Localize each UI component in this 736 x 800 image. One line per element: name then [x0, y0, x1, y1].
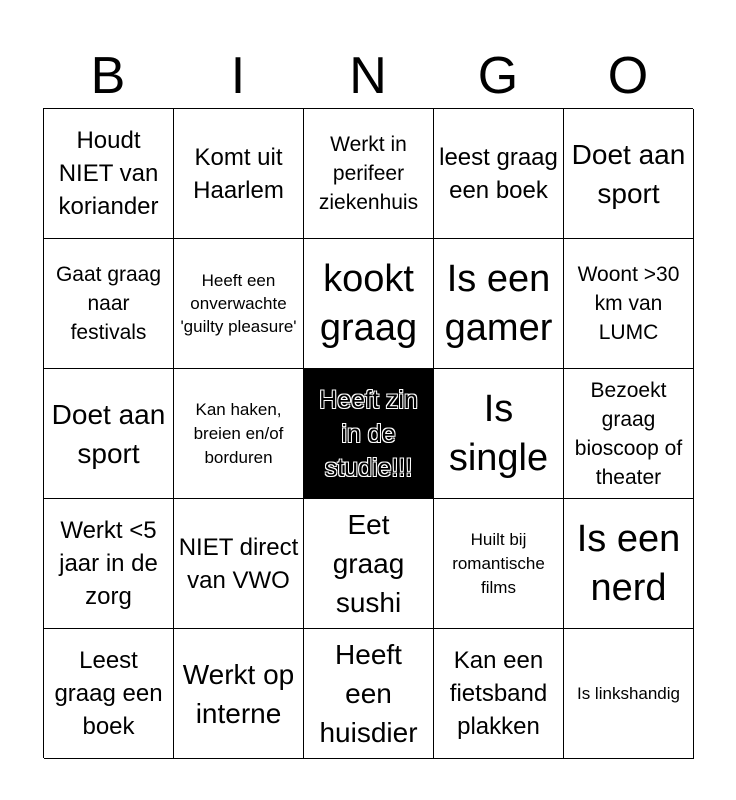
cell-text: Eet graag sushi: [332, 509, 405, 618]
bingo-cell[interactable]: [304, 109, 434, 239]
cell-text: Heeft een onverwachte 'guilty pleasure': [180, 271, 297, 336]
header-letter-i: I: [230, 47, 246, 105]
bingo-cell[interactable]: [44, 109, 174, 239]
bingo-cell[interactable]: [434, 629, 564, 759]
free-space-text: Heeft zin in de studie!!!: [319, 385, 418, 482]
bingo-cell[interactable]: [44, 629, 174, 759]
cell-text: Doet aan sport: [51, 398, 166, 469]
cell-text: Kan haken, breien en/of borduren: [193, 399, 284, 467]
cell-text: Is een nerd: [576, 517, 681, 609]
cell-text: Huilt bij romantische films: [452, 529, 545, 597]
bingo-cell[interactable]: [174, 369, 304, 499]
cell-text: Is een gamer: [444, 257, 553, 349]
cell-text: Heeft een huisdier: [319, 639, 418, 748]
bingo-cell[interactable]: [564, 499, 694, 629]
bingo-cell[interactable]: [434, 239, 564, 369]
cell-text: Houdt NIET van koriander: [58, 127, 159, 220]
bingo-cell[interactable]: [434, 499, 564, 629]
free-space-cell[interactable]: [304, 369, 434, 499]
cell-text: Is single: [448, 387, 549, 479]
cell-text: kookt graag: [319, 257, 418, 349]
cell-text: Komt uit Haarlem: [193, 143, 284, 204]
header-letter-o: O: [607, 47, 649, 105]
cell-text: Leest graag een boek: [54, 647, 163, 740]
bingo-cell[interactable]: [44, 239, 174, 369]
bingo-cell[interactable]: [564, 369, 694, 499]
bingo-cell[interactable]: [174, 629, 304, 759]
cell-text: Is linkshandig: [576, 683, 680, 703]
bingo-cell[interactable]: [44, 499, 174, 629]
bingo-grid: [43, 108, 693, 758]
bingo-cell[interactable]: [44, 369, 174, 499]
bingo-cell[interactable]: [564, 109, 694, 239]
bingo-header: [43, 44, 693, 108]
bingo-cell[interactable]: [304, 629, 434, 759]
header-letter-b: B: [90, 47, 126, 105]
header-letter-n: N: [349, 47, 387, 105]
cell-text: leest graag een boek: [439, 143, 558, 204]
bingo-cell[interactable]: [174, 499, 304, 629]
cell-text: NIET direct van VWO: [178, 533, 299, 594]
bingo-cell[interactable]: [174, 239, 304, 369]
cell-text: Woont >30 km van LUMC: [577, 263, 680, 344]
cell-text: Werkt <5 jaar in de zorg: [59, 517, 158, 610]
bingo-cell[interactable]: [434, 109, 564, 239]
bingo-cell[interactable]: [304, 239, 434, 369]
cell-text: Werkt in perifeer ziekenhuis: [318, 133, 419, 214]
bingo-cell[interactable]: [434, 369, 564, 499]
cell-text: Werkt op interne: [182, 658, 295, 729]
header-letter-g: G: [477, 47, 519, 105]
cell-text: Bezoekt graag bioscoop of theater: [574, 378, 683, 489]
bingo-cell[interactable]: [564, 629, 694, 759]
cell-text: Kan een fietsband plakken: [449, 647, 548, 740]
cell-text: Gaat graag naar festivals: [55, 263, 162, 344]
bingo-cell[interactable]: [304, 499, 434, 629]
cell-text: Doet aan sport: [571, 138, 686, 209]
bingo-cell[interactable]: [564, 239, 694, 369]
bingo-cell[interactable]: [174, 109, 304, 239]
